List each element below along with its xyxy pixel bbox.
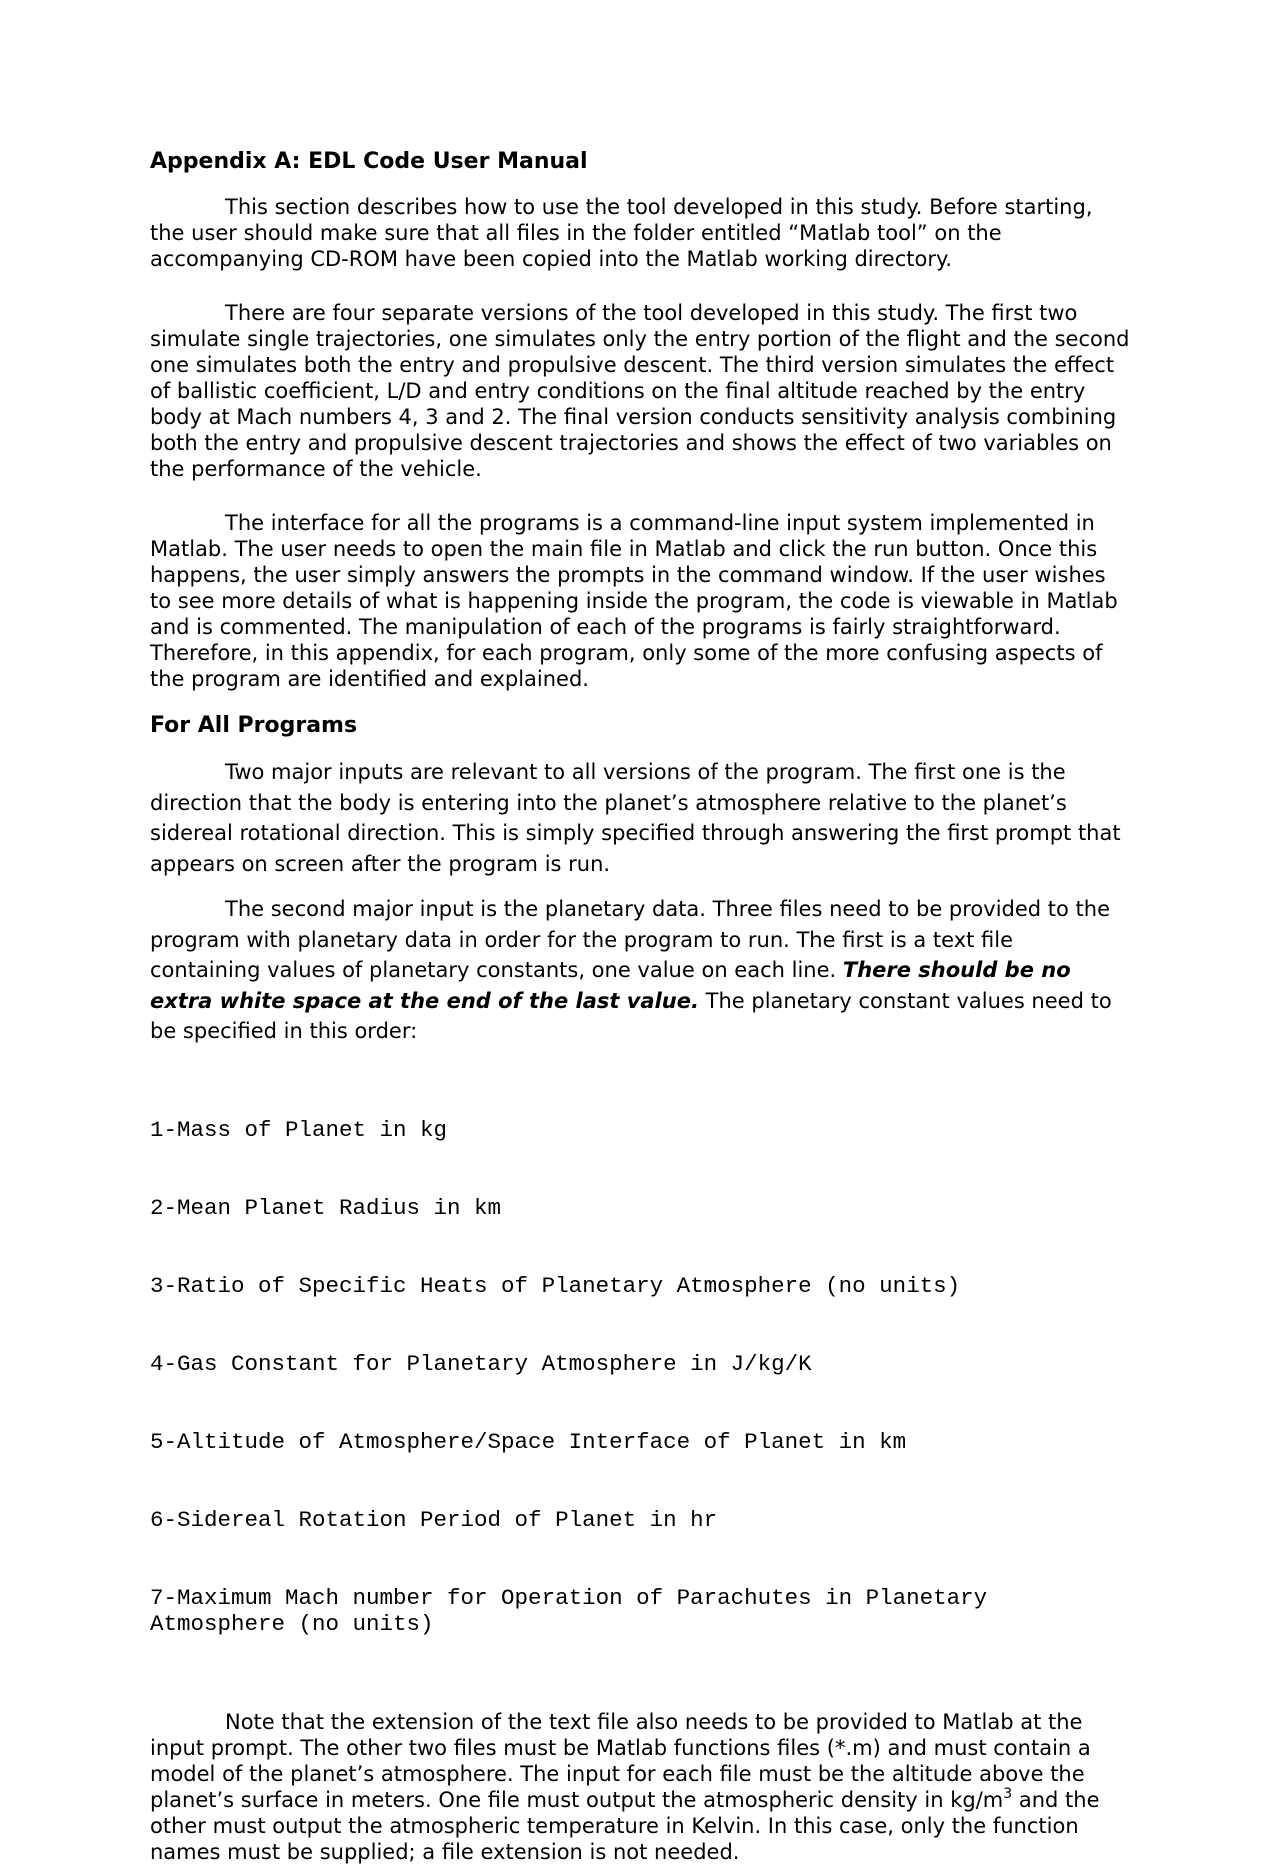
all-programs-paragraph-2	[150, 894, 1130, 1047]
list-item: 1-Mass of Planet in kg	[150, 1116, 448, 1143]
list-item: 6-Sidereal Rotation Period of Planet in hr	[150, 1506, 718, 1533]
list-item: 7-Maximum Mach number for Operation of Parachutes in Planetary Atmosphere (no units)	[150, 1584, 1001, 1637]
white-space-warning: There should be no extra white space at the end of the last value.	[150, 958, 1071, 1013]
planetary-constants-list	[150, 1065, 1010, 1689]
paragraph-2-start: The second major input is the planetary data. Three files need to be provided to the program with planetary data in order for the program to run. The first is a text file containing values of planetary constants, one value on each line.	[150, 897, 1111, 982]
paragraph-3-end: and the other must output the atmospheric temperature in Kelvin. In this case, only the function names must be supplied; a file extension is not needed.	[150, 1787, 1100, 1864]
list-item: 3-Ratio of Specific Heats of Planetary Atmosphere (no units)	[150, 1272, 961, 1299]
document-page	[150, 148, 1130, 1865]
paragraph-3-start: Note that the extension of the text file also needs to be provided to Matlab at the input prompt. The other two files must be Matlab functions files (*.m) and must contain a model of the planet’s atmosphere. The input for each file must be the altitude above the planet’s surface in meters. One file must output the atmospheric density in kg/m	[150, 1709, 1091, 1812]
list-item: 5-Altitude of Atmosphere/Space Interface of Planet in km	[150, 1428, 907, 1455]
section-heading-all-programs: For All Programs	[150, 713, 358, 738]
list-item: 4-Gas Constant for Planetary Atmosphere in J/kg/K	[150, 1350, 812, 1377]
list-item: 2-Mean Planet Radius in km	[150, 1194, 502, 1221]
intro-paragraph-2: There are four separate versions of the tool developed in this study. The first two simulate single trajectories, one simulates only the entry portion of the flight and the second one simulates both the entry and propulsive descent. The third version simulates the effect of ballistic coefficient, L/D and entry conditions on the final altitude reached by the entry body at Mach numbers 4, 3 and 2. The final version conducts sensitivity analysis combining both the entry and propulsive descent trajectories and shows the effect of two variables on the performance of the vehicle.	[150, 301, 1130, 481]
intro-paragraph-3: The interface for all the programs is a command-line input system implemented in Matlab. The user needs to open the main file in Matlab and click the run button. Once this happens, the user simply answers the prompts in the command window. If the user wishes to see more details of what is happening inside the program, the code is viewable in Matlab and is commented. The manipulation of each of the programs is fairly straightforward. Therefore, in this appendix, for each program, only some of the more confusing aspects of the program are identified and explained.	[150, 511, 1118, 691]
paragraph-2-end: The planetary constant values need to be specified in this order:	[150, 988, 1112, 1043]
appendix-title: Appendix A: EDL Code User Manual	[150, 149, 588, 174]
all-programs-paragraph-3	[150, 1709, 1130, 1865]
all-programs-paragraph-1: Two major inputs are relevant to all versions of the program. The first one is the direction that the body is entering into the planet’s atmosphere relative to the planet’s sidereal rotational direction. This is simply specified through answering the first prompt that appears on screen after the program is run.	[150, 760, 1121, 876]
cubic-exponent: 3	[1003, 1785, 1013, 1802]
intro-paragraph-1: This section describes how to use the tool developed in this study. Before starting, the user should make sure that all files in the folder entitled “Matlab tool” on the accompanying CD-ROM have been copied into the Matlab working directory.	[150, 195, 1093, 271]
